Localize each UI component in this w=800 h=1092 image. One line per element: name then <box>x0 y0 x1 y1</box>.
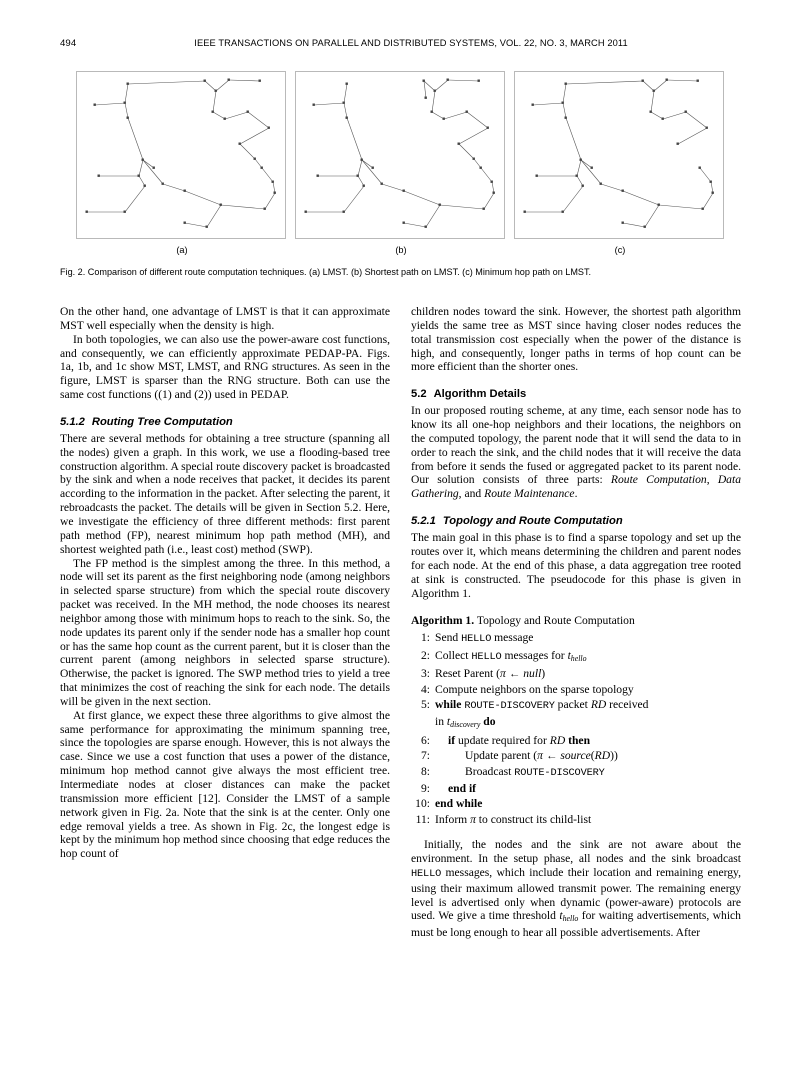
figure-caption: Fig. 2. Comparison of different route computation techniques. (a) LMST. (b) Shortest path on LMST. (c) Minimum hop path on LMST. <box>60 267 592 277</box>
algorithm-token: null <box>523 667 542 681</box>
algorithm-line-text <box>435 781 476 796</box>
algorithm-line-number: 4: <box>420 682 430 696</box>
algorithm-token: t <box>446 715 451 729</box>
page-folio: 494 <box>60 38 77 49</box>
graph-min-hop-path-lmst <box>515 72 723 238</box>
algorithm-line <box>411 764 741 781</box>
algorithm-line-number: 7: <box>420 749 430 763</box>
algorithm-line <box>411 648 741 666</box>
algorithm-token: RD <box>549 733 566 747</box>
algorithm-token: Update parent ( <box>465 749 538 763</box>
algorithm-line-text <box>435 698 648 711</box>
algorithm-title <box>411 614 741 628</box>
text-run: , <box>706 473 718 487</box>
algorithm-token: if <box>448 733 458 747</box>
algorithm-line-text <box>435 733 590 748</box>
algorithm-line-number: 8: <box>420 764 430 778</box>
column-left <box>60 305 390 861</box>
paragraph <box>411 404 741 501</box>
algorithm-line-text <box>435 764 605 781</box>
algorithm-token: packet <box>554 697 591 711</box>
algorithm-line-number: 6: <box>420 733 430 747</box>
paragraph: At first glance, we expect these three algorithms to give almost the same performance for approximating the minimum spanning tree, since the topologies are sparse enough. However, this is not always the case. Since we use a cost function that uses a power of the distance, minimum hop method cannot give always the most efficient tree. Intermediate nodes at closer distances can make the packet transmission more efficient [12]. Consider the LMST of a sample network given in Fig. 2a. Note that the sink is at the center. Only one edge removal yields a tree. As shown in Fig. 2c, the longest edge is kept by the minimum hop method since choosing that edge reduces the hop count of <box>60 708 390 861</box>
algorithm-pseudocode <box>411 630 741 827</box>
algorithm-token: ( <box>590 749 595 763</box>
algorithm-line-text <box>435 631 533 644</box>
symbol-t: t <box>559 909 563 923</box>
algorithm-line-number: 9: <box>420 781 430 795</box>
section-title: Routing Tree Computation <box>91 415 233 428</box>
algorithm-token: Reset Parent ( <box>435 667 501 681</box>
algorithm-token: RD <box>594 749 611 763</box>
text-run: Initially, the nodes and the sink are not aware about the environment. In the setup phase, all nodes and the sink broadcast <box>411 838 741 865</box>
algorithm-token: to construct its child-list <box>475 812 592 826</box>
algorithm-token: Collect <box>435 648 472 662</box>
paragraph: There are several methods for obtaining a tree structure (spanning all the nodes) given a graph. In this work, we use a flooding-based tree construction algorithm. A special route discovery packet is broadcasted by the sink and when a node receives that packet, it decides its parent according to the information in the packet. After selecting the parent, it rebroadcasts the packet. The details will be given in Section 5.2. Here, we investigate the efficiency of three different methods: first parent path method (FP), nearest minimum hop path method (MH), and shortest weighted path (i.e., least cost) method (SWP). <box>60 431 391 556</box>
algorithm-token: ← <box>542 749 561 763</box>
section-heading-521 <box>411 514 741 528</box>
algorithm-token: received <box>606 697 649 711</box>
algorithm-token: ROUTE-DISCOVERY <box>514 766 605 779</box>
sublabel-c: (c) <box>614 245 626 255</box>
algorithm-token: π <box>470 812 476 826</box>
algorithm-line-text <box>435 667 545 680</box>
algorithm-line <box>411 666 741 681</box>
section-number: 5.2.1 <box>411 515 436 528</box>
algorithm-token: in <box>435 715 447 729</box>
algorithm-token: ) <box>541 667 546 681</box>
algorithm-line <box>411 733 741 748</box>
graph-lmst <box>77 72 285 238</box>
algorithm-token: HELLO <box>461 633 492 646</box>
algorithm-token: Broadcast <box>465 764 515 778</box>
paragraph <box>411 838 741 940</box>
text-run: . <box>574 487 578 501</box>
algorithm-line-text <box>435 715 496 728</box>
algorithm-token: Send <box>435 631 462 645</box>
text-run: for waiting advertisements, which must be long enough to hear all possible advertisements. After <box>411 909 741 940</box>
column-right <box>411 305 741 940</box>
algorithm-line-text <box>435 813 591 826</box>
algorithm-line <box>411 630 741 647</box>
algorithm-token: messages for <box>501 648 568 662</box>
algorithm-token: do <box>483 715 496 729</box>
algorithm-token: HELLO <box>471 650 502 663</box>
algorithm-token: end if <box>448 781 477 795</box>
algorithm-line-number: 5: <box>420 697 430 711</box>
section-heading-512 <box>60 415 390 429</box>
algorithm-token: source <box>560 749 591 763</box>
sublabel-b: (b) <box>395 245 407 255</box>
section-number: 5.1.2 <box>60 415 85 428</box>
figure-panel-c <box>514 71 724 239</box>
algorithm-token: π <box>500 667 506 681</box>
algorithm-line-text <box>435 748 618 763</box>
sublabel-a: (a) <box>176 245 188 255</box>
emphasis-route-maintenance: Route Maintenance <box>484 487 575 501</box>
paragraph: On the other hand, one advantage of LMST is that it can approximate MST well especially when the density is high. <box>60 305 390 332</box>
algorithm-token: update required for <box>457 733 550 747</box>
algorithm-token: ← <box>505 667 524 681</box>
algorithm-label: Algorithm 1. <box>411 614 475 628</box>
algorithm-token: π <box>537 749 543 763</box>
figure-sublabels <box>76 245 724 265</box>
text-run: , and <box>458 487 485 501</box>
algorithm-line <box>411 796 741 811</box>
keyword-hello: HELLO <box>411 867 442 880</box>
algorithm-line-number: 2: <box>420 648 430 662</box>
algorithm-token: message <box>491 631 534 645</box>
section-heading-52 <box>411 387 741 401</box>
algorithm-line-text <box>435 683 634 696</box>
journal-title: IEEE TRANSACTIONS ON PARALLEL AND DISTRIBUTED SYSTEMS, VOL. 22, NO. 3, MARCH 2011 <box>194 38 628 48</box>
figure-panels <box>76 71 724 239</box>
text-run: In our proposed routing scheme, at any time, each sensor node has to know its all one-hop neighbors and their locations, the neighbors on the computed topology, the parent node that it will send the data to in order to reach the sink, and the child nodes that it will receive the data from before it sends the fused or aggregated packet to its parent node. Our solution consists of three parts: <box>411 404 741 487</box>
algorithm-line-number: 1: <box>420 631 430 645</box>
emphasis-route-computation: Route Computation <box>610 473 707 487</box>
algorithm-token: ROUTE-DISCOVERY <box>464 699 555 712</box>
paragraph: children nodes toward the sink. However, the shortest path algorithm yields the same tree as MST since having closer nodes reduces the total transmission cost especially when the power of the distance is high, and consequently, longer paths in terms of hop count can be more efficient than the shorter ones. <box>411 305 741 374</box>
algorithm-token: discovery <box>450 720 481 730</box>
graph-shortest-path-lmst <box>296 72 504 238</box>
algorithm-line-number: 10: <box>415 797 430 811</box>
algorithm-token: )) <box>610 749 618 763</box>
text-run: messages, which include their location and remaining energy, using their maximum allowed transmit power. The remaining energy level is advertised only when dynamic (power-aware) protocols are used. We give a time threshold <box>411 865 741 923</box>
subscript-hello: hello <box>562 914 579 924</box>
paragraph: In both topologies, we can also use the power-aware cost functions, and consequently, we can efficiently approximate PEDAP-PA. Figs. 1a, 1b, and 1c show MST, LMST, and RNG structures. As seen in the figure, LMST is sparser than the RNG structure. Both can use the same cost functions ((1) and (2)) used in PEDAP. <box>60 332 390 402</box>
algorithm-line <box>411 748 741 763</box>
figure-panel-a <box>76 71 286 239</box>
algorithm-token: Inform <box>435 812 471 826</box>
section-title: Algorithm Details <box>433 388 527 401</box>
emphasis-data-gathering: Data Gathering <box>411 473 741 501</box>
algorithm-token: end while <box>435 797 483 811</box>
algorithm-token: t <box>567 648 571 662</box>
algorithm-token: then <box>568 733 591 747</box>
algorithm-token: while <box>435 697 465 711</box>
algorithm-line-text <box>435 797 482 810</box>
paragraph: The FP method is the simplest among the three. In this method, a node will set its parent as the first neighboring node (among neighbors in selected sparse structure) from which the special route discovery packet was received. In the MH method, the node chooses its nearest neighbor among those with minimum hops to reach to the sink. So, the node updates its parent only if the sender node has a smaller hop count or has the same hop count as the current parent, but it is closer than the current parent (among neighbors in selected sparse structure). Otherwise, the packet is ignored. The SWP method tries to yield a tree that minimizes the cost of reaching the sink for each node. The details will be given in the next section. <box>60 556 390 708</box>
algorithm-token: Compute neighbors on the sparse topology <box>435 682 634 696</box>
algorithm-line <box>411 714 741 732</box>
algorithm-token: RD <box>590 697 607 711</box>
figure-panel-b <box>295 71 505 239</box>
algorithm-name: Topology and Route Computation <box>474 614 635 628</box>
algorithm-line <box>411 682 741 697</box>
algorithm-line-number: 3: <box>420 667 430 681</box>
algorithm-line-text <box>435 649 587 662</box>
algorithm-token: hello <box>570 653 587 663</box>
section-number: 5.2 <box>411 388 427 401</box>
paragraph: The main goal in this phase is to find a sparse topology and set up the routes over it, which means determining the children and parent nodes for each node. At the end of this phase, a data aggregation tree rooted at sink is constructed. The pseudocode for this phase is given in Algorithm 1. <box>411 531 741 600</box>
figure-2 <box>76 71 724 265</box>
algorithm-line <box>411 697 741 714</box>
algorithm-line <box>411 812 741 827</box>
running-head <box>0 38 800 52</box>
algorithm-line-number: 11: <box>415 812 430 826</box>
section-title: Topology and Route Computation <box>442 515 623 528</box>
algorithm-line <box>411 781 741 796</box>
